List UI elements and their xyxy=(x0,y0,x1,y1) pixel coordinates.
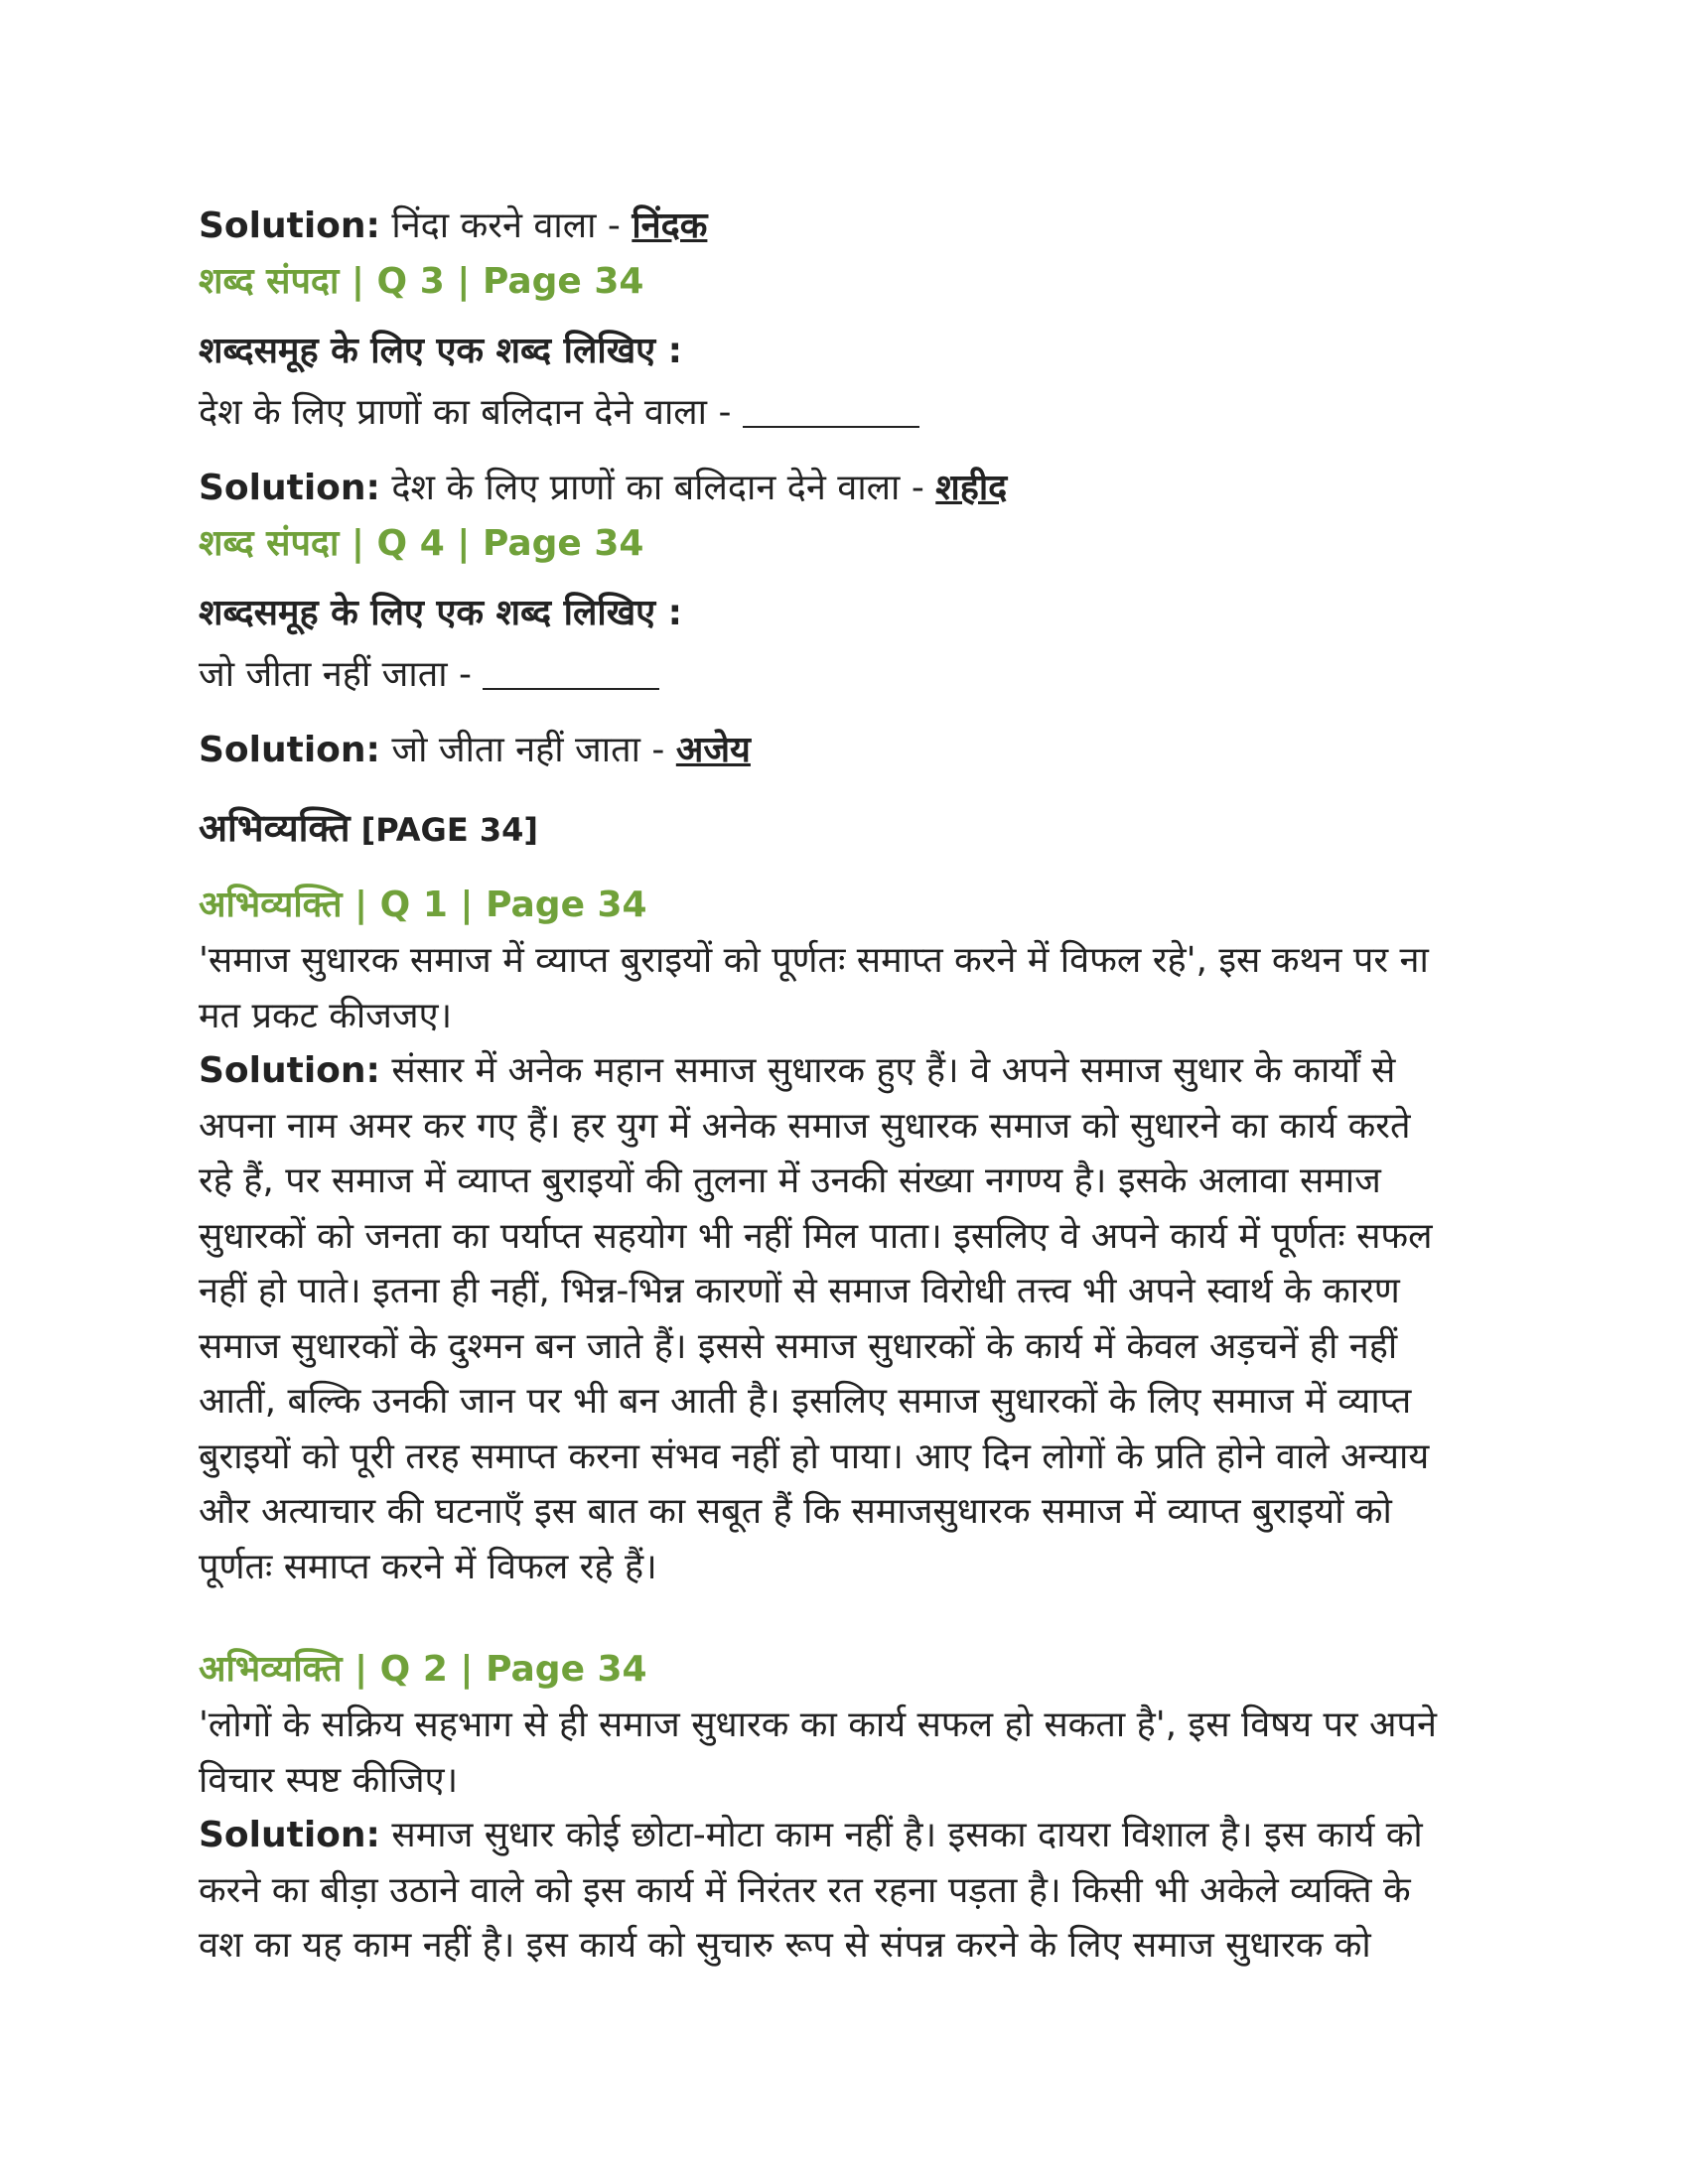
solution-text: जो जीता नहीं जाता - xyxy=(379,730,676,770)
solution-first-line xyxy=(199,1043,1509,1099)
solution-line: आतीं, बल्कि उनकी जान पर भी बन आती है। इसलिए समाज सुधारकों के लिए समाज में व्याप्त xyxy=(199,1381,1412,1422)
question-text-abq1 xyxy=(199,933,1509,1043)
solution-first-line xyxy=(199,1808,1509,1863)
solution-line: रहे हैं, पर समाज में व्याप्त बुराइयों की तुलना में उनकी संख्या नगण्य है। इसके अलावा समाज xyxy=(199,1160,1381,1201)
question-line: 'समाज सुधारक समाज में व्याप्त बुराइयों को पूर्णतः समाप्त करने में विफल रहे', इस कथन पर ना xyxy=(199,940,1429,981)
solution-answer: अजेय xyxy=(675,730,751,770)
section-title xyxy=(199,798,1509,860)
question-prompt-q4 xyxy=(199,647,1509,703)
solution-text: देश के लिए प्राणों का बलिदान देने वाला - xyxy=(379,468,936,508)
solution-line: सुधारकों को जनता का पर्याप्त सहयोग भी नहीं मिल पाता। इसलिए वे अपने कार्य में पूर्णतः सफल xyxy=(199,1215,1433,1257)
solution-label: Solution: xyxy=(199,205,380,246)
question-header-q3: शब्द संपदा | Q 3 | Page 34 xyxy=(199,261,644,302)
question-prompt-q3 xyxy=(199,385,1509,441)
solution-line: पूर्णतः समाप्त करने में विफल रहे हैं। xyxy=(199,1546,657,1587)
solution-label: Solution: xyxy=(199,1050,380,1091)
question-line: विचार स्पष्ट कीजिए। xyxy=(199,1759,459,1801)
answer-blank xyxy=(743,396,919,428)
question-instruction-q3: शब्दसमूह के लिए एक शब्द लिखिए : xyxy=(199,331,682,371)
question-instruction-q4: शब्दसमूह के लिए एक शब्द लिखिए : xyxy=(199,593,682,633)
solution-answer: शहीद xyxy=(935,468,1008,508)
solution-line: अपना नाम अमर कर गए हैं। हर युग में अनेक समाज सुधारक समाज को सुधारने का कार्य करते xyxy=(199,1105,1411,1147)
solution-q3 xyxy=(199,461,1509,516)
solution-line: और अत्याचार की घटनाएँ इस बात का सबूत हैं कि समाजसुधारक समाज में व्याप्त बुराइयों को xyxy=(199,1491,1392,1532)
question-header-abq1: अभिव्यक्ति | Q 1 | Page 34 xyxy=(199,885,647,925)
question-line: मत प्रकट कीजजए। xyxy=(199,995,453,1036)
solution-line: बुराइयों को पूरी तरह समाप्त करना संभव नहीं हो पाया। आए दिन लोगों के प्रति होने वाले अन्याय xyxy=(199,1435,1430,1477)
page-content xyxy=(199,199,1509,1974)
solution-text: समाज सुधार कोई छोटा-मोटा काम नहीं है। इसका दायरा विशाल है। इस कार्य को xyxy=(379,1815,1423,1855)
solution-line: करने का बीड़ा उठाने वाले को इस कार्य में निरंतर रत रहना पड़ता है। किसी भी अकेले व्यक्ति के xyxy=(199,1869,1411,1911)
solution-label: Solution: xyxy=(199,730,380,770)
question-header-abq2: अभिव्यक्ति | Q 2 | Page 34 xyxy=(199,1649,647,1690)
answer-blank xyxy=(483,658,659,690)
solution-line: नहीं हो पाते। इतना ही नहीं, भिन्न-भिन्न कारणों से समाज विरोधी तत्त्व भी अपने स्वार्थ के कारण xyxy=(199,1271,1400,1311)
prompt-text: जो जीता नहीं जाता - xyxy=(199,654,484,695)
solution-text: संसार में अनेक महान समाज सुधारक हुए हैं। वे अपने समाज सुधार के कार्यों से xyxy=(379,1050,1396,1091)
section-page-ref: [PAGE 34] xyxy=(350,811,538,849)
question-line: 'लोगों के सक्रिय सहभाग से ही समाज सुधारक का कार्य सफल हो सकता है', इस विषय पर अपने xyxy=(199,1705,1437,1745)
solution-q4 xyxy=(199,723,1509,778)
prompt-text: देश के लिए प्राणों का बलिदान देने वाला - xyxy=(199,392,743,433)
solution-answer: निंदक xyxy=(632,205,708,246)
top-solution xyxy=(199,199,1509,254)
solution-text: निंदा करने वाला - xyxy=(379,205,633,246)
paragraph-gap xyxy=(199,1594,1509,1642)
section-name: अभिव्यक्ति xyxy=(199,806,351,850)
solution-line: वश का यह काम नहीं है। इस कार्य को सुचारु रूप से संपन्न करने के लिए समाज सुधारक को xyxy=(199,1925,1371,1966)
solution-line: समाज सुधारकों के दुश्मन बन जाते हैं। इससे समाज सुधारकों के कार्य में केवल अड़चनें ही नहीं xyxy=(199,1325,1398,1367)
solution-label: Solution: xyxy=(199,468,380,508)
question-header-q4: शब्द संपदा | Q 4 | Page 34 xyxy=(199,523,644,564)
question-text-abq2 xyxy=(199,1698,1509,1808)
solution-abq1 xyxy=(199,1043,1509,1594)
solution-abq2 xyxy=(199,1808,1509,1974)
solution-label: Solution: xyxy=(199,1815,380,1855)
